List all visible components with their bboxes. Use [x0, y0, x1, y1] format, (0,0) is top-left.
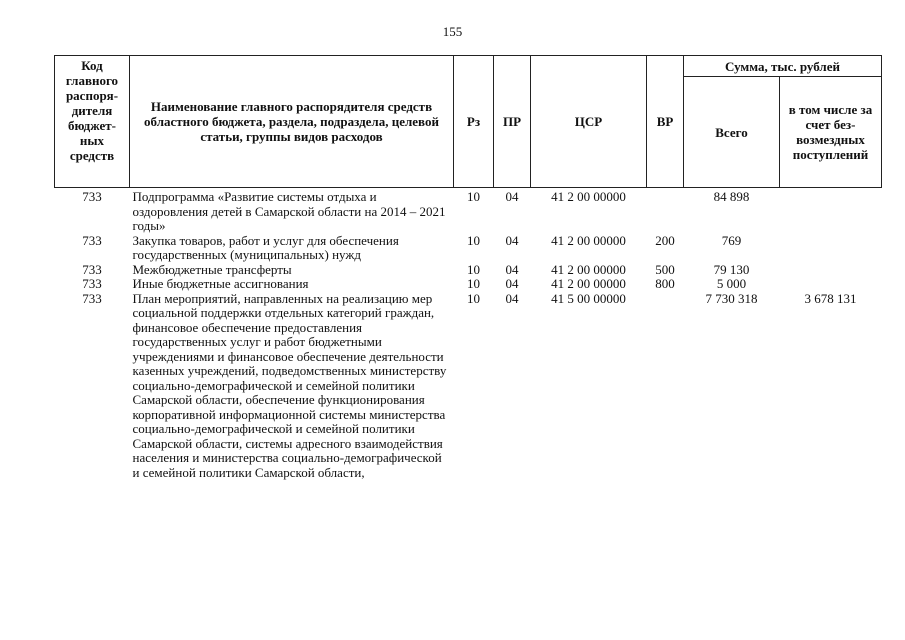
row-pr: 04: [505, 290, 519, 306]
header-code: Код главного распоря-дителя бюджет-ных средств: [55, 56, 130, 188]
row-code: 733: [82, 261, 102, 277]
row-code: 733: [82, 189, 102, 204]
row-csr: 41 2 00 00000: [551, 276, 626, 291]
row-pr: 04: [505, 261, 519, 277]
row-gratuitous: 3 678 131: [804, 290, 857, 306]
row-code: 733: [82, 276, 102, 291]
row-total: 5 000: [716, 276, 747, 291]
header-name: Наименование главного распорядителя средств областного бюджета, раздела, подраздела, целевой статьи, группы видов расходов: [130, 56, 454, 188]
row-rz: 10: [467, 232, 480, 248]
row-pr: 04: [505, 276, 519, 291]
row-gratuitous: [780, 188, 882, 234]
page-number: 155: [442, 24, 463, 39]
row-gratuitous: [780, 277, 882, 292]
row-name: Иные бюджетные ассигнования: [132, 276, 309, 291]
row-total: 769: [721, 232, 742, 248]
table-row: [55, 292, 882, 481]
table-header: [55, 56, 882, 188]
row-csr: 41 2 00 00000: [551, 261, 626, 277]
table-row: [55, 188, 882, 234]
header-pr: ПР: [494, 56, 531, 188]
row-vr: 500: [655, 261, 675, 277]
budget-table: [54, 55, 882, 480]
row-csr: 41 2 00 00000: [551, 189, 626, 204]
header-gratuitous: в том числе за счет без-возмездных поступлений: [780, 77, 882, 188]
row-name: Межбюджетные трансферты: [132, 261, 292, 277]
row-gratuitous: [780, 234, 882, 263]
row-gratuitous: [780, 263, 882, 278]
row-total: 7 730 318: [705, 290, 758, 306]
row-rz: 10: [467, 189, 480, 204]
row-vr: 200: [655, 232, 675, 248]
row-rz: 10: [467, 276, 480, 291]
header-csr: ЦСР: [531, 56, 647, 188]
row-name: Закупка товаров, работ и услуг для обеспечения государственных (муниципальных) нужд: [132, 232, 399, 262]
row-vr: 800: [655, 276, 675, 291]
row-pr: 04: [505, 189, 519, 204]
table-row: [55, 263, 882, 278]
row-name: План мероприятий, направленных на реализацию мер социальной поддержки отдельных категорий граждан, финансовое обеспечение предоставления государственных услуг и работ бюджетными учреждениями и финансовое обеспечение деятельности казенных учреждений, подведомственных министерству социально-демографической и семейной политики Самарской области, обеспечение функционирования корпоративной информационной системы министерства социально-демографической и семейной политики Самарской области, системы адресного взаимодействия населения и министерства социально-демографической и семейной политики Самарской области,: [132, 290, 447, 480]
row-rz: 10: [467, 261, 480, 277]
header-vr: ВР: [647, 56, 684, 188]
row-pr: 04: [505, 232, 519, 248]
row-code: 733: [82, 232, 102, 248]
row-csr: 41 5 00 00000: [551, 290, 626, 306]
table-body: [55, 188, 882, 481]
row-vr: [647, 188, 684, 234]
row-rz: 10: [467, 290, 480, 306]
row-total: 79 130: [713, 261, 750, 277]
row-csr: 41 2 00 00000: [551, 232, 626, 248]
row-name: Подпрограмма «Развитие системы отдыха и оздоровления детей в Самарской области на 2014 – 2021 годы»: [132, 189, 446, 233]
row-vr: [647, 292, 684, 481]
header-rz: Рз: [454, 56, 494, 188]
header-total: Всего: [684, 77, 780, 188]
table-row: [55, 277, 882, 292]
table-row: [55, 234, 882, 263]
header-sum: Сумма, тыс. рублей: [684, 56, 882, 77]
row-total: 84 898: [713, 189, 750, 204]
row-code: 733: [82, 290, 102, 306]
